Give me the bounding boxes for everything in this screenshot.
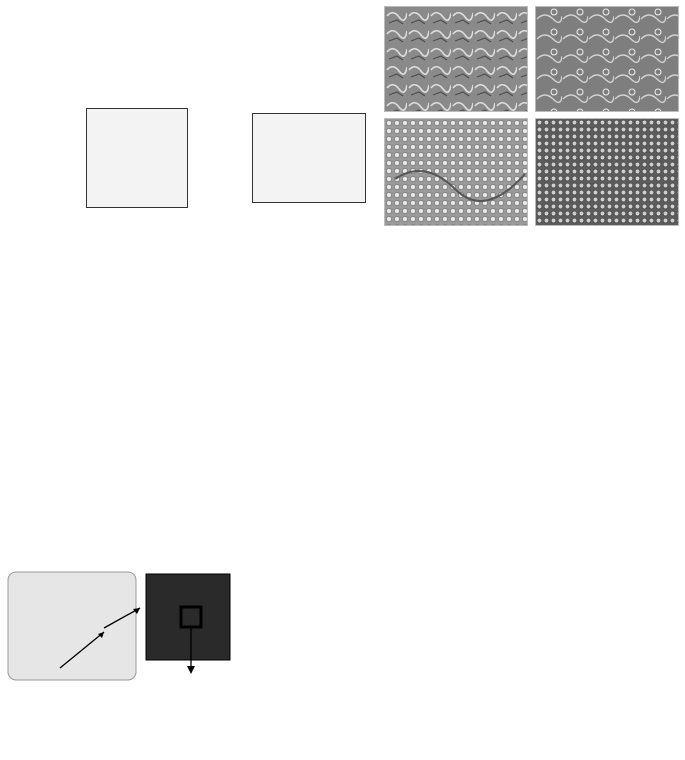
chart-viability-stroma — [340, 262, 468, 502]
micrograph-hs5-wt-cll — [384, 118, 528, 226]
panel-a-western-blot — [86, 108, 188, 208]
chart-divided-cells-recombinant — [242, 262, 340, 502]
arrowhead — [187, 666, 195, 674]
chart-viability-timecourse — [360, 550, 685, 760]
micrograph-hs5-cd40l-il4-il21-cll — [535, 118, 679, 226]
chart-ki67-positive — [246, 550, 358, 760]
micrograph-hs5-wt — [384, 6, 528, 112]
chamber — [146, 574, 230, 660]
chart-viability-beta-me — [466, 262, 685, 530]
micrograph-hs5-cd40l-il4-il21 — [535, 6, 679, 112]
panel-b-western-blot — [252, 113, 366, 203]
chart-cfse-histograms — [140, 262, 242, 502]
well-plate — [8, 572, 136, 680]
chart-divided-cells-stroma — [0, 262, 140, 502]
diagram-microwell-setup — [0, 550, 250, 760]
